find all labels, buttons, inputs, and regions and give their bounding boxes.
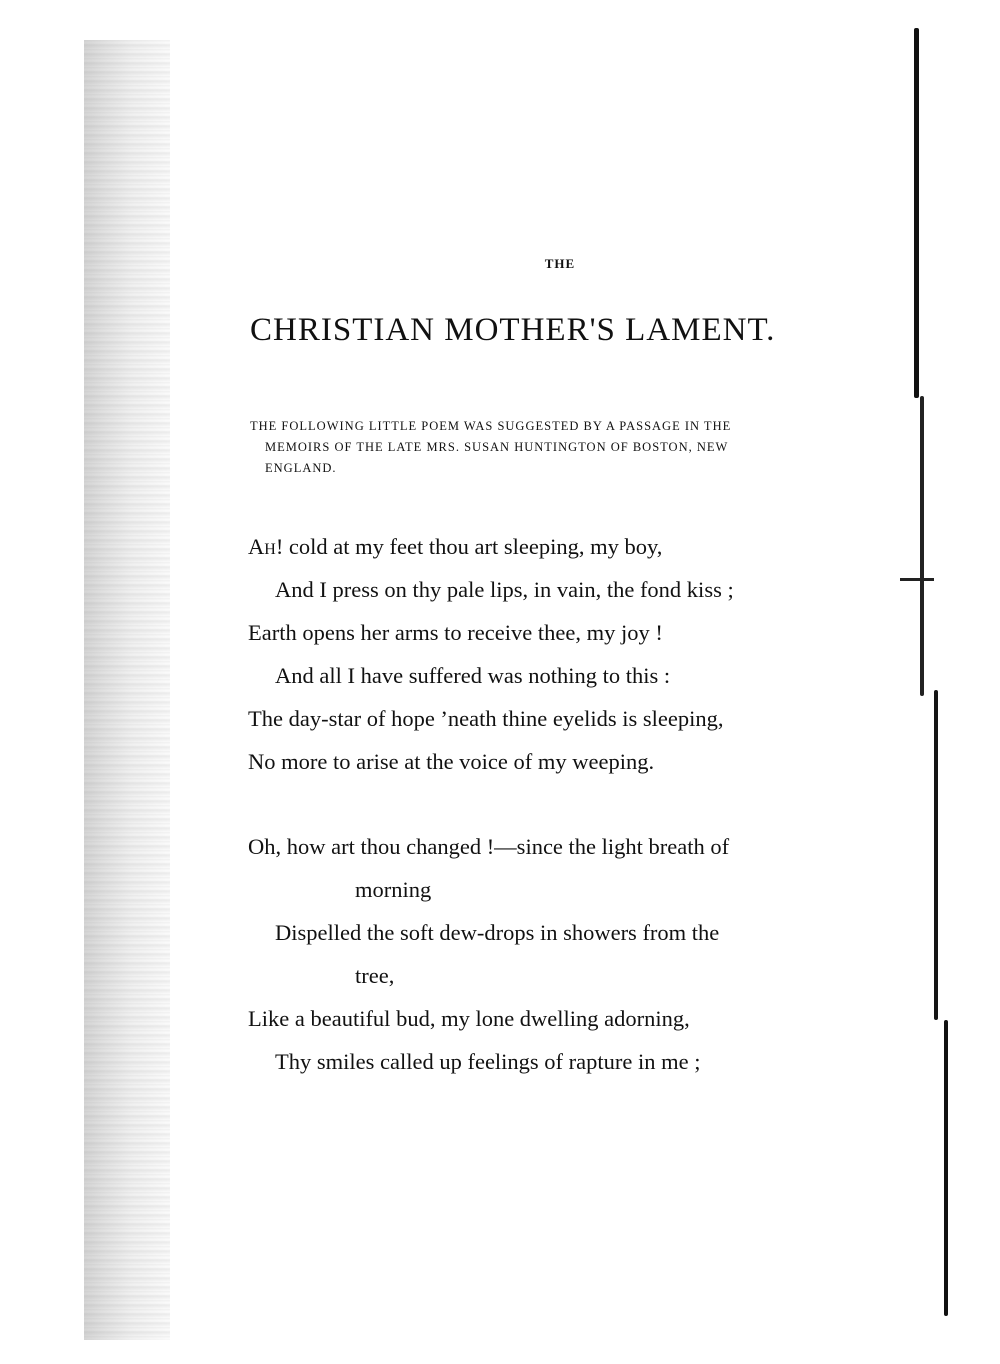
- intro-line: ENGLAND.: [265, 461, 337, 475]
- title-article: THE: [544, 256, 576, 271]
- verse-line: Oh, how art thou changed !—since the light breath of: [248, 834, 730, 859]
- stanza-2: [248, 825, 878, 1083]
- verse-line-continuation: tree,: [355, 963, 395, 988]
- verse-line-continuation: morning: [355, 877, 432, 902]
- verse-line: The day-star of hope ’neath thine eyelids is sleeping,: [248, 706, 724, 731]
- verse-text: ! cold at my feet thou art sleeping, my boy,: [275, 534, 663, 559]
- verse-line: And all I have suffered was nothing to this :: [275, 663, 671, 688]
- verse-line: Dispelled the soft dew-drops in showers from the: [275, 920, 720, 945]
- verse-line: Like a beautiful bud, my lone dwelling adorning,: [248, 1006, 690, 1031]
- poem-title: CHRISTIAN MOTHER'S LAMENT.: [250, 312, 776, 348]
- intro-note: [250, 416, 875, 479]
- verse-line: Thy smiles called up feelings of rapture in me ;: [275, 1049, 701, 1074]
- intro-line: MEMOIRS OF THE LATE MRS. SUSAN HUNTINGTON OF BOSTON, NEW: [265, 440, 729, 454]
- drop-word: Ah: [248, 534, 276, 559]
- stanza-1: [248, 525, 878, 783]
- verse-line: [248, 525, 878, 568]
- verse-line: Earth opens her arms to receive thee, my joy !: [248, 620, 663, 645]
- intro-line: THE FOLLOWING LITTLE POEM WAS SUGGESTED BY A PASSAGE IN THE: [250, 419, 732, 433]
- verse-line: No more to arise at the voice of my weeping.: [248, 749, 655, 774]
- verse-line: And I press on thy pale lips, in vain, the fond kiss ;: [275, 577, 734, 602]
